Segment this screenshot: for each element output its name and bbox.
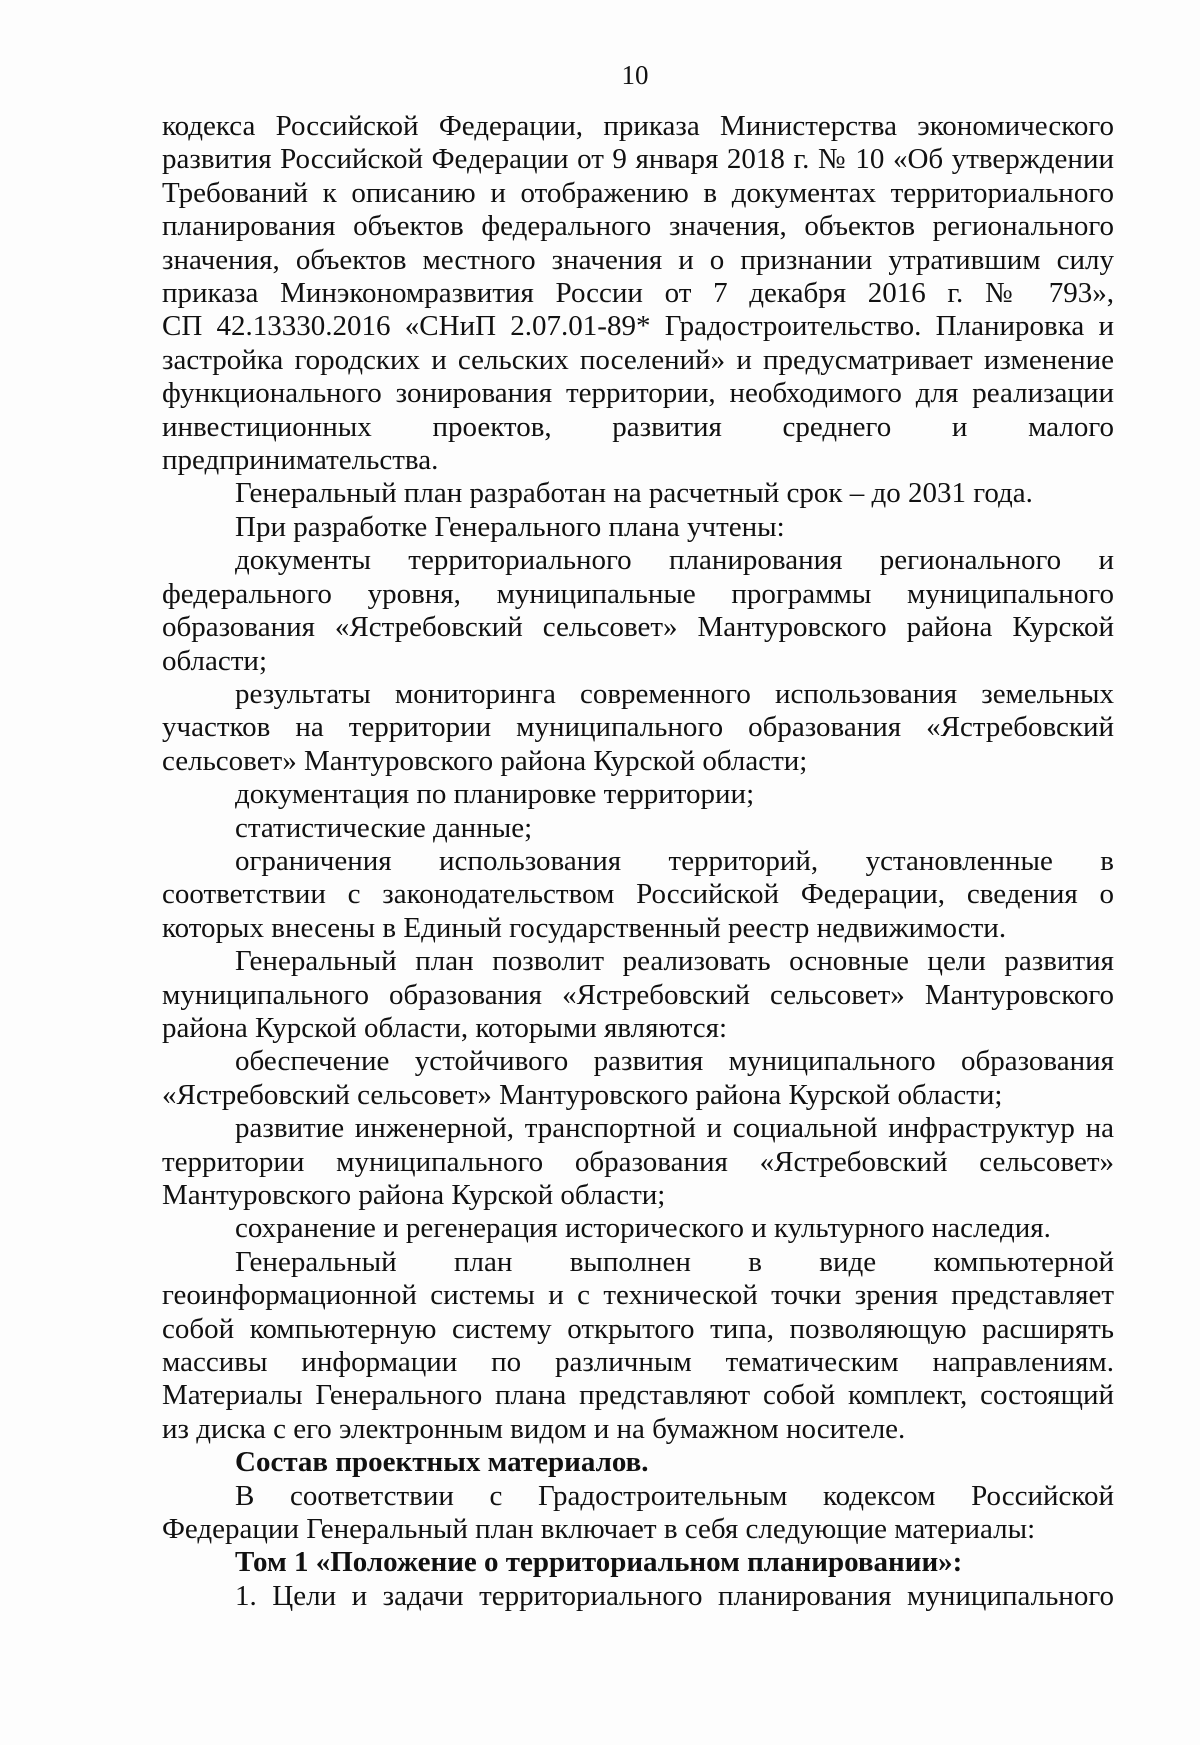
text-line: из диска с его электронным видом и на бумажном носителе. — [162, 1412, 906, 1445]
text-line: образования «Ястребовский сельсовет» Мантуровского района Курской — [162, 611, 1114, 644]
text-line: 1. Цели и задачи территориального планирования муниципального — [235, 1579, 1114, 1612]
section-heading: Состав проектных материалов. — [235, 1446, 649, 1479]
text-line: соответствии с законодательством Российской Федерации, сведения о — [162, 878, 1114, 911]
text-line: инвестиционных проектов, развития среднего и малого — [162, 410, 1114, 443]
text-line: Федерации Генеральный план включает в себя следующие материалы: — [162, 1513, 1036, 1546]
text-line: территории муниципального образования «Ястребовский сельсовет» — [162, 1145, 1114, 1178]
text-line: СП 42.13330.2016 «СНиП 2.07.01-89* Градостроительство. Планировка и — [162, 310, 1114, 343]
text-line: В соответствии с Градостроительным кодексом Российской — [235, 1479, 1114, 1512]
text-line: Мантуровского района Курской области; — [162, 1179, 666, 1211]
text-line: Требований к описанию и отображению в документах территориального — [162, 176, 1114, 209]
text-line: статистические данные; — [235, 811, 533, 844]
text-line: документы территориального планирования регионального и — [235, 544, 1114, 577]
text-line: предпринимательства. — [162, 444, 439, 477]
text-line: кодекса Российской Федерации, приказа Министерства экономического — [162, 110, 1114, 142]
text-line: значения, объектов местного значения и о признании утратившим силу — [162, 243, 1114, 276]
text-line: района Курской области, которыми являются: — [162, 1011, 728, 1044]
volume-heading: Том 1 «Положение о территориальном планировании»: — [235, 1546, 963, 1579]
text-line: геоинформационной системы и с технической точки зрения представляет — [162, 1279, 1114, 1312]
text-line: сохранение и регенерация исторического и культурного наследия. — [235, 1212, 1051, 1245]
text-line: приказа Минэкономразвития России от 7 декабря 2016 г. № 793», — [162, 277, 1114, 310]
text-line: ограничения использования территорий, установленные в — [235, 844, 1114, 877]
text-line: массивы информации по различным тематическим направлениям. — [162, 1346, 1114, 1379]
text-line: развитие инженерной, транспортной и социальной инфраструктур на — [235, 1112, 1114, 1145]
text-line: участков на территории муниципального образования «Ястребовский — [162, 711, 1114, 744]
text-line: функционального зонирования территории, необходимого для реализации — [162, 377, 1114, 410]
text-line: сельсовет» Мантуровского района Курской области; — [162, 744, 808, 777]
text-line: При разработке Генерального плана учтены: — [235, 510, 785, 543]
text-line: развития Российской Федерации от 9 января 2018 г. № 10 «Об утверждении — [162, 143, 1114, 176]
text-line: Генеральный план выполнен в виде компьютерной — [235, 1245, 1114, 1278]
text-line: застройка городских и сельских поселений» и предусматривает изменение — [162, 343, 1114, 376]
text-line: «Ястребовский сельсовет» Мантуровского района Курской области; — [162, 1078, 1003, 1111]
text-line: которых внесены в Единый государственный реестр недвижимости. — [162, 911, 1007, 944]
text-line: планирования объектов федерального значения, объектов регионального — [162, 210, 1114, 243]
text-line: обеспечение устойчивого развития муниципального образования — [235, 1045, 1114, 1078]
text-line: результаты мониторинга современного использования земельных — [235, 677, 1114, 710]
text-line: документация по планировке территории; — [235, 778, 755, 811]
text-line: области; — [162, 644, 267, 677]
text-line: муниципального образования «Ястребовский сельсовет» Мантуровского — [162, 978, 1114, 1011]
page-number: 10 — [621, 60, 649, 90]
text-line: Генеральный план позволит реализовать основные цели развития — [235, 945, 1114, 978]
text-line: федерального уровня, муниципальные программы муниципального — [162, 577, 1114, 610]
text-line: Материалы Генерального плана представляют собой комплект, состоящий — [162, 1379, 1114, 1412]
document-body — [162, 110, 1114, 1613]
text-line: собой компьютерную систему открытого типа, позволяющую расширять — [162, 1312, 1114, 1345]
text-line: Генеральный план разработан на расчетный срок – до 2031 года. — [235, 477, 1033, 510]
